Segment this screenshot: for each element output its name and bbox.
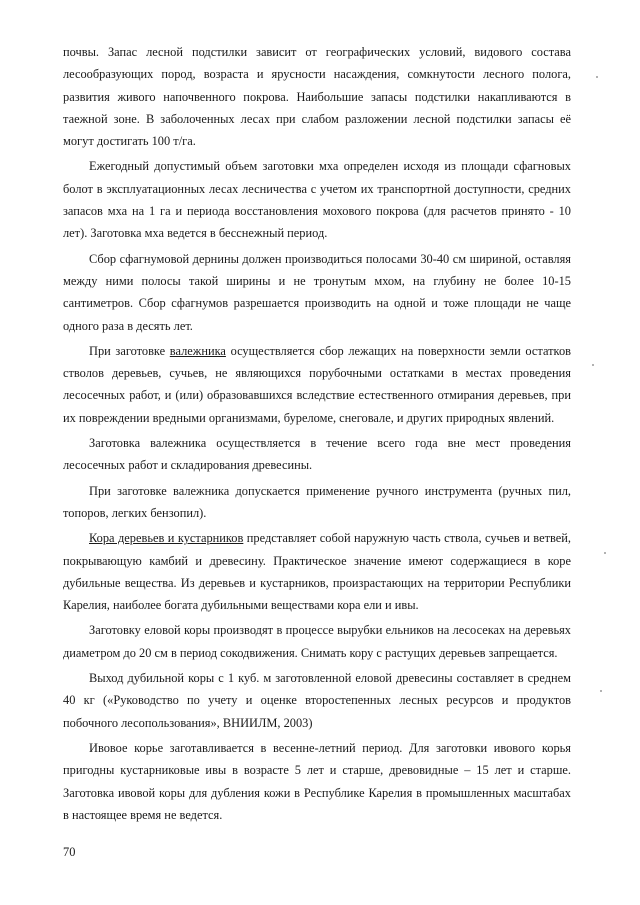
paragraph-moss-harvest-volume: Ежегодный допустимый объем заготовки мха определен исходя из площади сфагновых болот в эксплуатационных лесах лесничества с учетом их транспортной доступности, средних запасов мха на 1 га и периода восстановления мохового покрова (для расчетов принято - 10 лет). Заготовка мха ведется в бесснежный период. — [63, 159, 571, 241]
paragraph-bark-yield: Выход дубильной коры с 1 куб. м заготовленной еловой древесины составляет в среднем 40 кг («Руководство по учету и оценке второстепенных лесных ресурсов и продуктов побочного лесопользования», ВНИИЛМ, 2003) — [63, 671, 571, 730]
scan-speck — [592, 364, 594, 366]
body-text — [63, 41, 571, 826]
underlined-term-deadwood: валежника — [169, 343, 226, 358]
scan-speck — [600, 690, 602, 692]
paragraph-spruce-bark: Заготовку еловой коры производят в процессе вырубки ельников на лесосеках на деревьях диаметром до 20 см в период сокодвижения. Снимать кору с растущих деревьев запрещается. — [63, 623, 571, 660]
scan-speck — [604, 552, 606, 554]
paragraph-forest-litter: почвы. Запас лесной подстилки зависит от географических условий, видового состава лесообразующих пород, возраста и ярусности насаждения, сомкнутости лесного полога, развития живого напочвенного покрова. Наибольшие запасы подстилки накапливаются в таежной зоне. В заболоченных лесах при слабом разложении лесной подстилки запасы её могут достигать 100 т/га. — [63, 45, 571, 149]
paragraph-rest-text: представляет собой наружную часть ствола, сучьев и ветвей, покрывающую камбий и древесину. Практическое значение имеют содержащиеся в коре дубильные вещества. Из деревьев и кустарников, произрастающих на территории Республики Карелия, наиболее богата дубильными веществами кора ели и ивы. — [63, 531, 571, 613]
scan-speck — [596, 76, 598, 78]
paragraph-deadwood-season: Заготовка валежника осуществляется в течение всего года вне мест проведения лесосечных работ и складирования древесины. — [63, 436, 571, 473]
paragraph-lead-text: При заготовке — [89, 343, 170, 358]
paragraph-rest-text: осуществляется сбор лежащих на поверхности земли остатков стволов деревьев, сучьев, не являющихся порубочными остатками в местах проведения лесосечных работ, и (или) образовавшихся вследствие естественного отмирания деревьев, при их повреждении вредными организмами, буреломе, снеговале, и других природных явлений. — [63, 343, 571, 425]
paragraph-willow-bark: Ивовое корье заготавливается в весенне-летний период. Для заготовки ивового корья пригодны кустарниковые ивы в возрасте 5 лет и старше, древовидные – 15 лет и старше. Заготовка ивовой коры для дубления кожи в Республике Карелия в промышленных масштабах в настоящее время не ведется. — [63, 740, 571, 822]
paragraph-deadwood-definition — [63, 340, 571, 429]
paragraph-sphagnum-collection: Сбор сфагнумовой дернины должен производиться полосами 30-40 см шириной, оставляя между ними полосы такой ширины и не тронутым мхом, на глубину не более 10-15 сантиметров. Сбор сфагнумов разрешается производить на одной и тоже площади не чаще одного раза в десять лет. — [63, 251, 571, 333]
paragraph-bark-definition — [63, 527, 571, 616]
page-number: 70 — [63, 845, 76, 859]
paragraph-deadwood-tools: При заготовке валежника допускается применение ручного инструмента (ручных пил, топоров, легких бензопил). — [63, 483, 571, 520]
underlined-term-bark: Кора деревьев и кустарников — [89, 531, 244, 546]
